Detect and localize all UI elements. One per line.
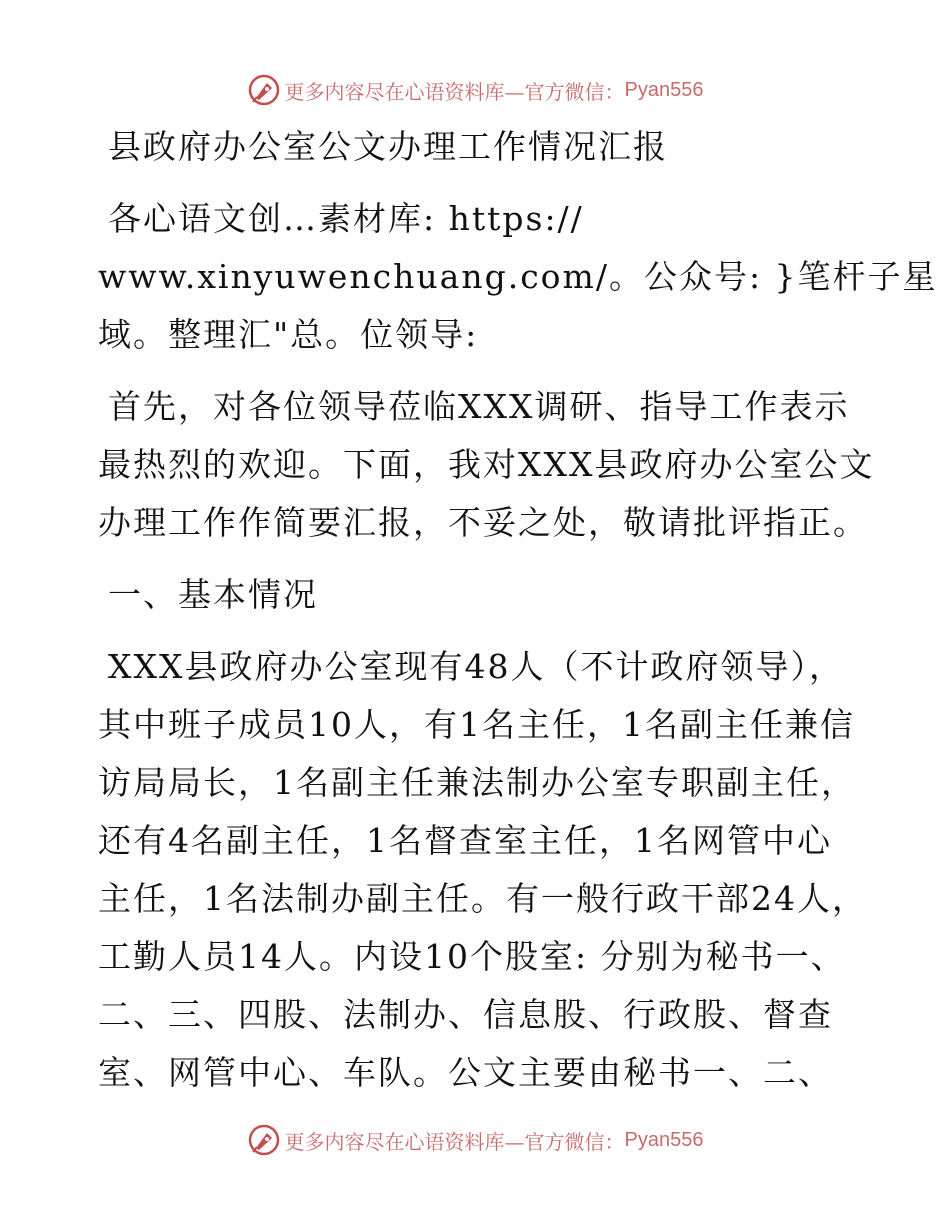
intro-line-3: 域。整理汇"总。位领导: xyxy=(98,315,479,354)
watermark-text: 更多内容尽在心语资料库—官方微信： xyxy=(284,79,625,104)
paragraph1-line-3: 办理工作作简要汇报，不妥之处，敬请批评指正。 xyxy=(98,503,868,542)
watermark-wechat-id: Pyan556 xyxy=(624,78,704,101)
paragraph2-line-8: 室、网管中心、车队。公文主要由秘书一、二、 xyxy=(98,1053,833,1092)
paragraph2-line-7: 二、三、四股、法制办、信息股、行政股、督查 xyxy=(98,995,833,1034)
intro-line-2: www.xinyuwenchuang.com/。公众号: }笔杆子星 xyxy=(98,257,938,296)
paragraph2-line-3: 访局局长，1名副主任兼法制办公室专职副主任， xyxy=(98,763,856,802)
footer-watermark-banner xyxy=(0,1120,950,1160)
watermark-wechat-id: Pyan556 xyxy=(624,1128,704,1151)
pen-nib-logo-icon xyxy=(247,73,281,107)
watermark-text: 更多内容尽在心语资料库—官方微信： xyxy=(284,1129,625,1154)
header-watermark-banner xyxy=(0,70,950,110)
document-body xyxy=(98,118,938,1102)
paragraph2-line-5: 主任，1名法制办副主任。有一般行政干部24人， xyxy=(98,879,867,918)
section1-heading: 一、基本情况 xyxy=(108,575,318,614)
paragraph2-line-1: XXX县政府办公室现有48人（不计政府领导）， xyxy=(108,647,844,686)
paragraph2-line-2: 其中班子成员10人，有1名主任，1名副主任兼信 xyxy=(98,705,855,744)
intro-line-1: 各心语文创…素材库: https:// xyxy=(108,199,584,238)
paragraph2-line-4: 还有4名副主任，1名督查室主任，1名网管中心 xyxy=(98,821,832,860)
paragraph1-line-1: 首先，对各位领导莅临XXX调研、指导工作表示 xyxy=(108,387,850,426)
pen-nib-logo-icon xyxy=(247,1123,281,1157)
document-title: 县政府办公室公文办理工作情况汇报 xyxy=(108,127,668,166)
paragraph1-line-2: 最热烈的欢迎。下面，我对XXX县政府办公室公文 xyxy=(98,445,875,484)
paragraph2-line-6: 工勤人员14人。内设10个股室: 分别为秘书一、 xyxy=(98,937,846,976)
